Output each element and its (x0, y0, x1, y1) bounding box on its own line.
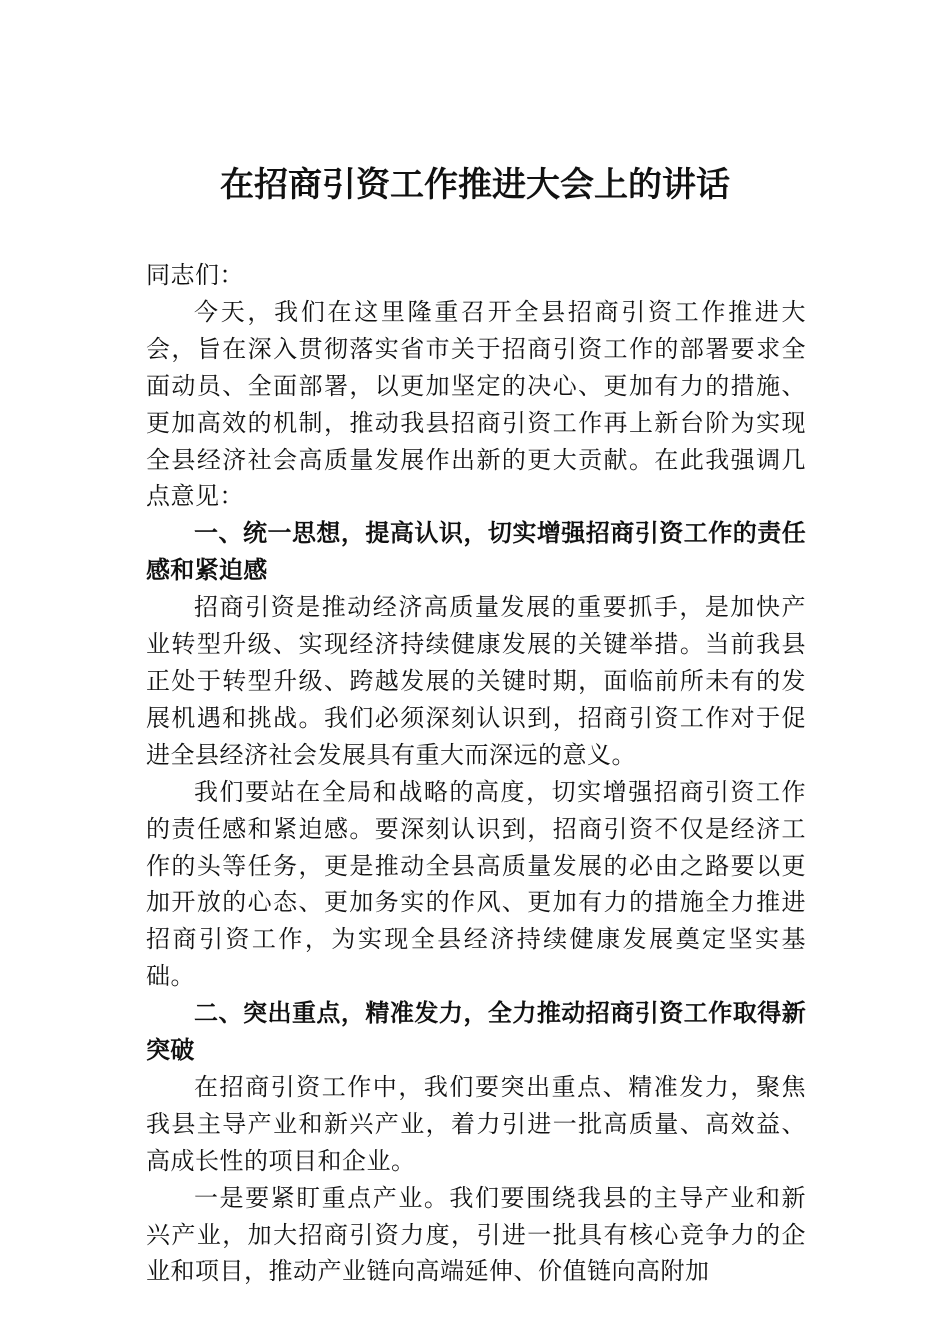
salutation: 同志们： (146, 261, 244, 289)
section1-paragraph-2: 我们要站在全局和战略的高度，切实增强招商引资工作的责任感和紧迫感。要深刻认识到，招商引资不仅是经济工作的头等任务，更是推动全县高质量发展的必由之路要以更加开放的心态、更加务实的作风、更加有力的措施全力推进招商引资工作，为实现全县经济持续健康发展奠定坚实基础。 (146, 777, 806, 991)
section2-paragraph-1: 在招商引资工作中，我们要突出重点、精准发力，聚焦我县主导产业和新兴产业，着力引进一批高质量、高效益、高成长性的项目和企业。 (146, 1072, 806, 1175)
intro-paragraph: 今天，我们在这里隆重召开全县招商引资工作推进大会，旨在深入贯彻落实省市关于招商引资工作的部署要求全面动员、全面部署，以更加坚定的决心、更加有力的措施、更加高效的机制，推动我县招商引资工作再上新台阶为实现全县经济社会高质量发展作出新的更大贡献。在此我强调几点意见： (146, 297, 806, 511)
document-body (146, 257, 806, 1290)
section2-paragraph-2: 一是要紧盯重点产业。我们要围绕我县的主导产业和新兴产业，加大招商引资力度，引进一批具有核心竞争力的企业和项目，推动产业链向高端延伸、价值链向高附加 (146, 1183, 806, 1286)
document-title: 在招商引资工作推进大会上的讲话 (220, 165, 730, 205)
section-heading-1: 一、统一思想，提高认识，切实增强招商引资工作的责任感和紧迫感 (146, 519, 806, 585)
section-heading-2: 二、突出重点，精准发力，全力推动招商引资工作取得新突破 (146, 999, 806, 1065)
section1-paragraph-1: 招商引资是推动经济高质量发展的重要抓手，是加快产业转型升级、实现经济持续健康发展的关键举措。当前我县正处于转型升级、跨越发展的关键时期，面临前所未有的发展机遇和挑战。我们必须深刻认识到，招商引资工作对于促进全县经济社会发展具有重大而深远的意义。 (146, 593, 806, 769)
